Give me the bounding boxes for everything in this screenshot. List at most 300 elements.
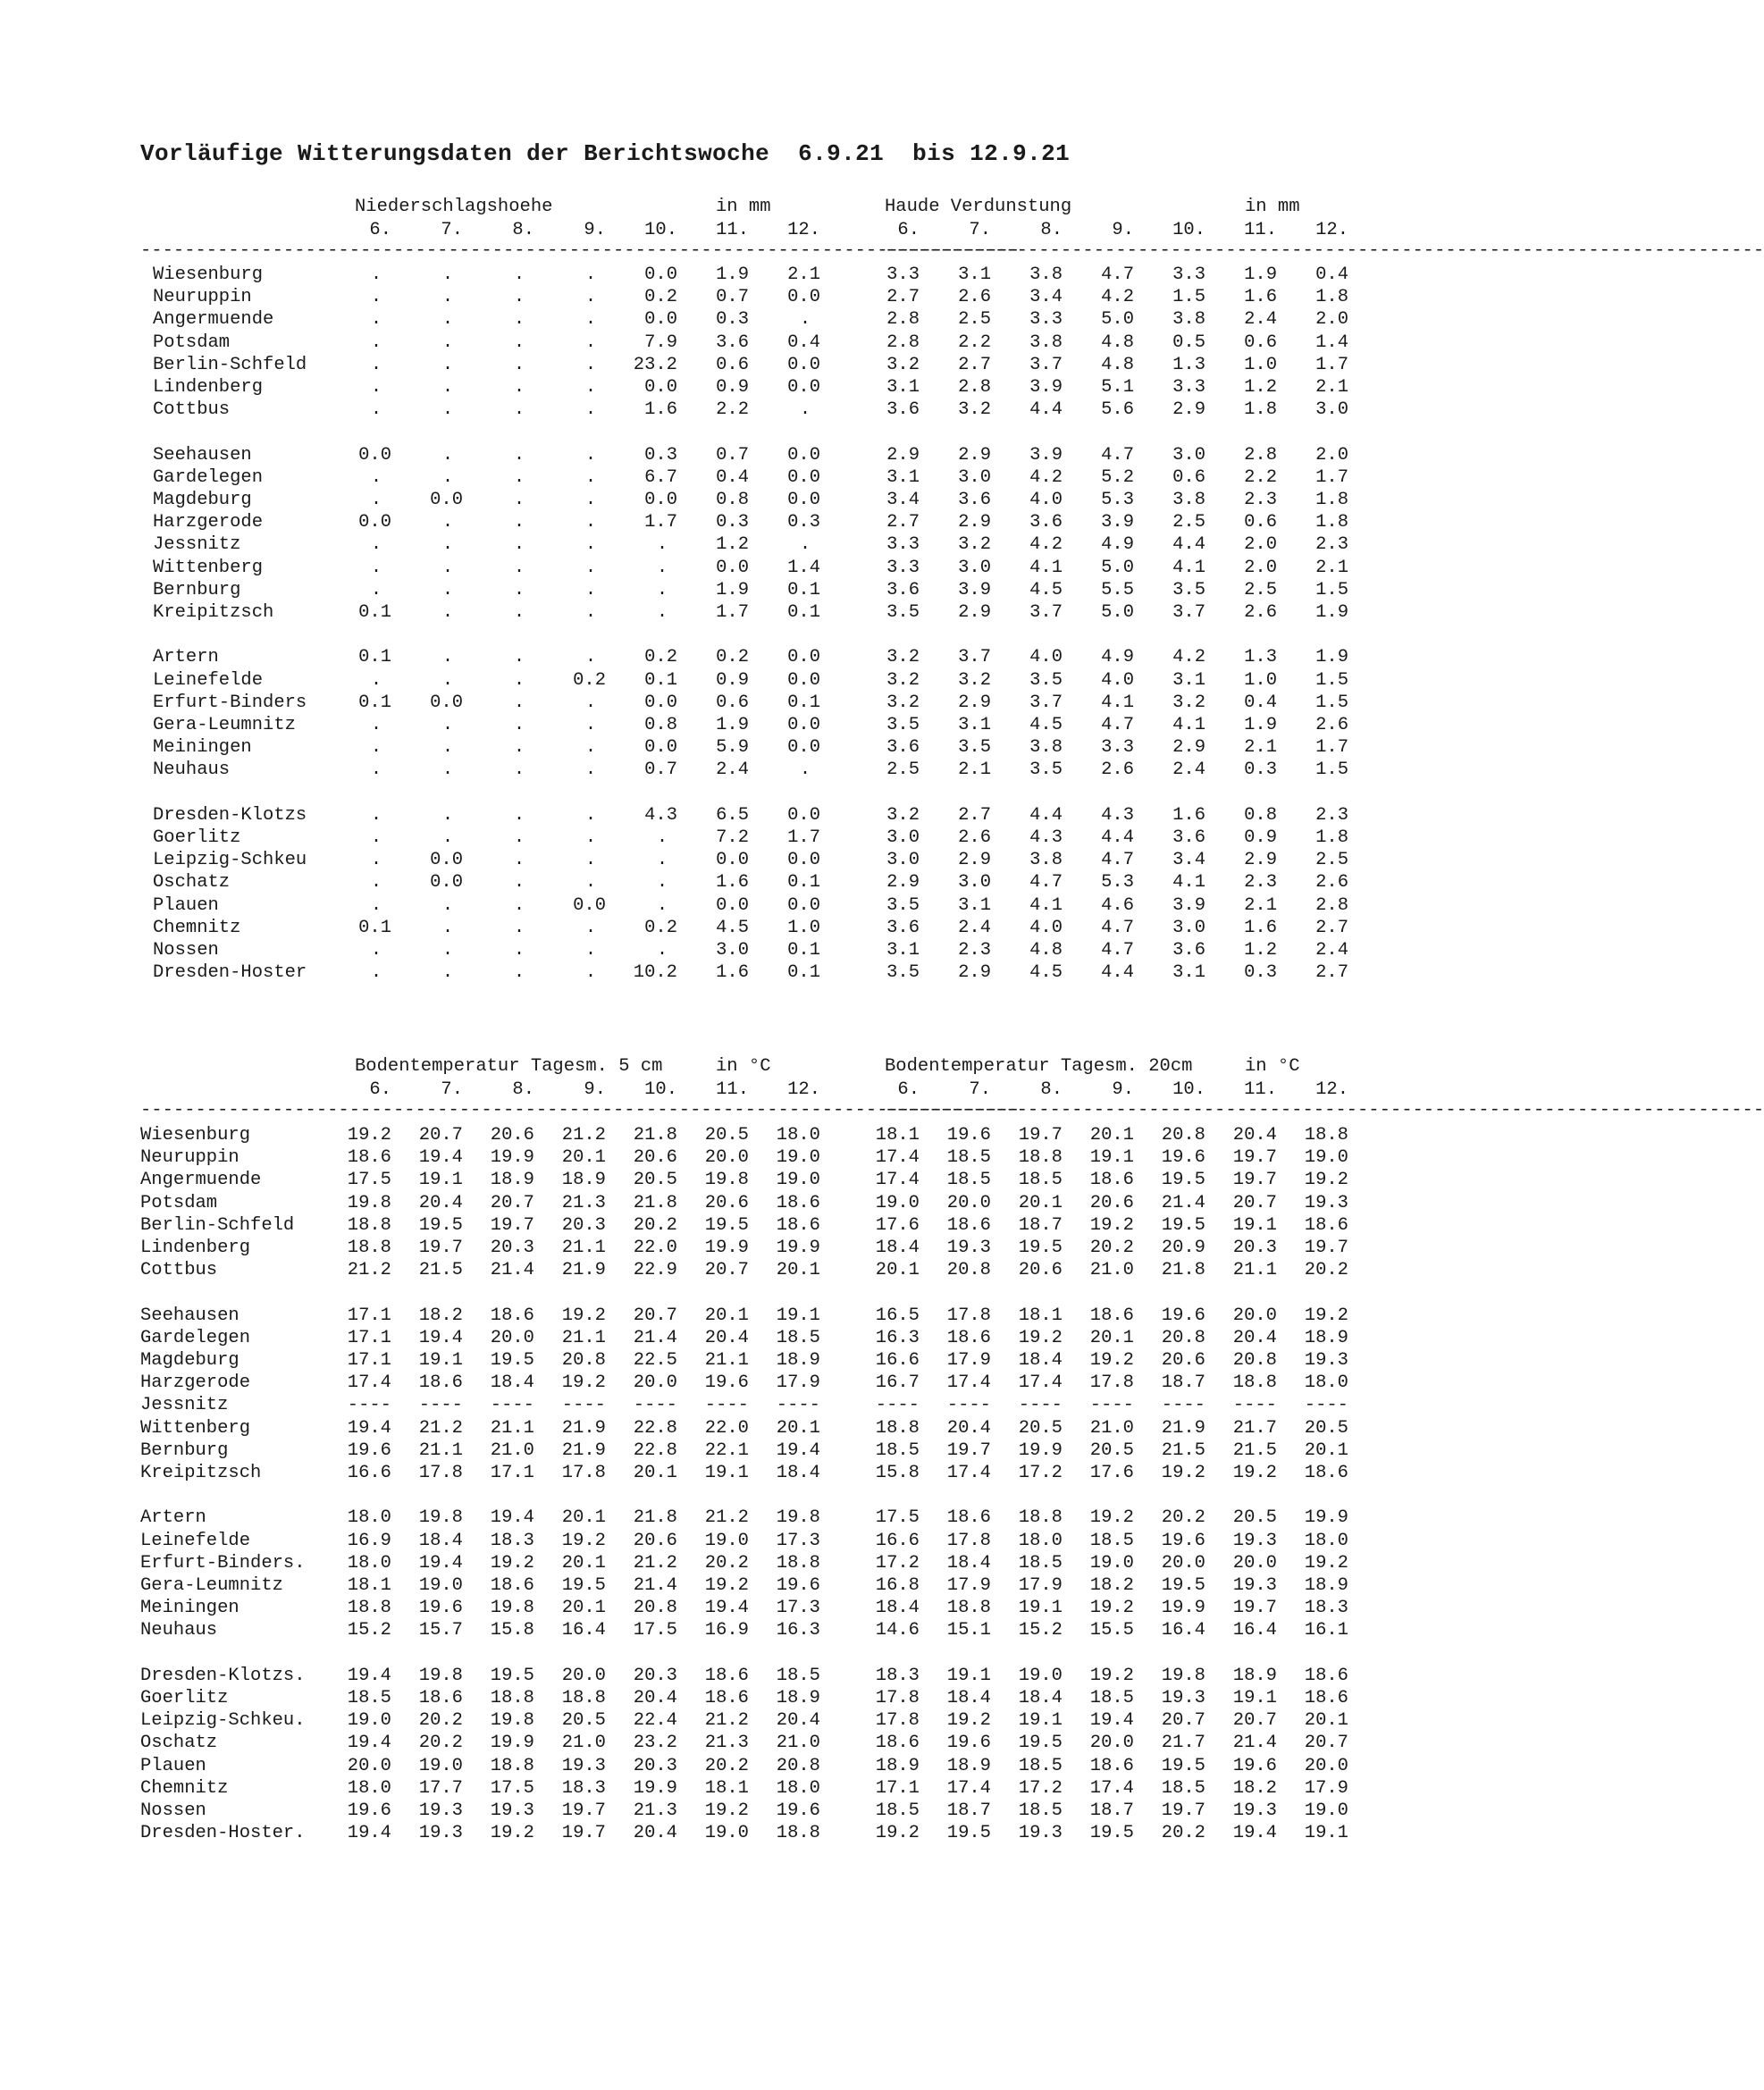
left-value-cell: 18.6 bbox=[418, 1688, 463, 1708]
right-value-cell: 2.0 bbox=[1244, 557, 1277, 578]
station-name: Wiesenburg bbox=[140, 1125, 251, 1146]
left-value-cell: 20.6 bbox=[633, 1530, 677, 1551]
right-unit-label: in °C bbox=[1245, 1056, 1300, 1077]
left-value-cell: 19.4 bbox=[347, 1417, 391, 1439]
left-value-cell: . bbox=[656, 940, 668, 961]
station-name: Leipzig-Schkeu bbox=[153, 850, 307, 871]
left-value-cell: 19.0 bbox=[418, 1755, 463, 1776]
right-value-cell: 18.5 bbox=[946, 1147, 991, 1169]
right-value-cell: 3.1 bbox=[958, 715, 991, 735]
right-value-cell: 17.5 bbox=[875, 1507, 920, 1529]
left-value-cell: 21.2 bbox=[418, 1417, 463, 1439]
left-value-cell: 6.5 bbox=[716, 804, 749, 826]
right-value-cell: 19.2 bbox=[1232, 1463, 1277, 1483]
left-value-cell: . bbox=[441, 512, 454, 533]
left-value-cell: 18.8 bbox=[347, 1238, 391, 1258]
right-value-cell: 18.8 bbox=[1018, 1507, 1063, 1529]
right-value-cell: 20.2 bbox=[1089, 1238, 1134, 1258]
left-value-cell: . bbox=[513, 602, 525, 623]
station-name: Jessnitz bbox=[140, 1395, 229, 1416]
right-value-cell: 18.5 bbox=[1089, 1688, 1134, 1708]
right-value-cell: 20.1 bbox=[1089, 1327, 1134, 1348]
left-value-cell: 18.4 bbox=[776, 1463, 820, 1483]
left-value-cell: 16.9 bbox=[704, 1620, 749, 1641]
left-value-cell: 21.8 bbox=[633, 1507, 677, 1529]
left-value-cell: 19.5 bbox=[490, 1665, 534, 1686]
right-value-cell: 18.7 bbox=[1018, 1214, 1063, 1236]
right-value-cell: 3.2 bbox=[958, 669, 991, 691]
left-value-cell: 21.9 bbox=[561, 1439, 606, 1461]
left-value-cell: 19.2 bbox=[704, 1575, 749, 1596]
left-value-cell: 0.6 bbox=[716, 354, 749, 375]
left-value-cell: ---- bbox=[561, 1395, 606, 1416]
left-value-cell: 19.2 bbox=[704, 1800, 749, 1821]
right-value-cell: 3.1 bbox=[958, 264, 991, 285]
station-name: Magdeburg bbox=[153, 490, 252, 510]
left-value-cell: 19.1 bbox=[776, 1305, 820, 1326]
left-value-cell: . bbox=[370, 872, 382, 894]
right-value-cell: 5.6 bbox=[1101, 399, 1134, 421]
left-day-label: 12. bbox=[787, 1079, 820, 1100]
left-value-cell: . bbox=[584, 917, 597, 938]
right-value-cell: 19.8 bbox=[1161, 1665, 1205, 1686]
right-value-cell: 20.6 bbox=[1018, 1260, 1063, 1281]
right-day-label: 8. bbox=[1040, 220, 1063, 240]
right-value-cell: 2.7 bbox=[886, 287, 920, 308]
right-value-cell: 20.8 bbox=[1161, 1125, 1205, 1146]
left-value-cell: . bbox=[370, 579, 382, 600]
right-value-cell: 2.9 bbox=[1244, 850, 1277, 871]
right-value-cell: 17.4 bbox=[1089, 1777, 1134, 1799]
left-value-cell: 20.5 bbox=[704, 1125, 749, 1146]
left-value-cell: 19.7 bbox=[418, 1238, 463, 1258]
right-day-label: 12. bbox=[1315, 1079, 1348, 1100]
right-value-cell: 17.8 bbox=[875, 1688, 920, 1708]
left-value-cell: . bbox=[441, 669, 454, 691]
left-value-cell: 6.7 bbox=[644, 466, 677, 488]
right-value-cell: 4.0 bbox=[1101, 669, 1134, 691]
station-name: Gera-Leumnitz bbox=[140, 1575, 283, 1596]
left-value-cell: 19.4 bbox=[704, 1598, 749, 1619]
right-value-cell: 5.3 bbox=[1101, 490, 1134, 510]
left-value-cell: 22.0 bbox=[633, 1238, 677, 1258]
left-value-cell: 21.3 bbox=[633, 1800, 677, 1821]
right-value-cell: 17.9 bbox=[946, 1350, 991, 1371]
right-value-cell: 19.7 bbox=[1232, 1170, 1277, 1191]
left-value-cell: 18.8 bbox=[776, 1552, 820, 1574]
right-value-cell: 3.0 bbox=[1172, 444, 1205, 466]
left-value-cell: 19.2 bbox=[490, 1823, 534, 1844]
right-value-cell: 20.0 bbox=[1232, 1305, 1277, 1326]
right-value-cell: 5.3 bbox=[1101, 872, 1134, 894]
right-value-cell: 20.1 bbox=[1304, 1710, 1348, 1732]
left-value-cell: 0.0 bbox=[787, 287, 820, 308]
right-value-cell: 15.1 bbox=[946, 1620, 991, 1641]
left-value-cell: . bbox=[513, 894, 525, 916]
right-value-cell: 18.6 bbox=[1089, 1755, 1134, 1776]
right-value-cell: ---- bbox=[1161, 1395, 1205, 1416]
station-name: Leinefelde bbox=[140, 1530, 251, 1551]
right-value-cell: 18.5 bbox=[946, 1170, 991, 1191]
header-rule-left: -------------------------------------------------------------------------------- bbox=[140, 1100, 1021, 1121]
right-value-cell: 1.5 bbox=[1315, 669, 1348, 691]
right-value-cell: 19.3 bbox=[1018, 1823, 1063, 1844]
right-value-cell: 3.3 bbox=[1172, 377, 1205, 398]
left-value-cell: . bbox=[441, 804, 454, 826]
right-value-cell: 2.4 bbox=[958, 917, 991, 938]
right-value-cell: 15.2 bbox=[1018, 1620, 1063, 1641]
left-value-cell: 18.4 bbox=[490, 1372, 534, 1394]
left-value-cell: . bbox=[584, 850, 597, 871]
left-value-cell: . bbox=[513, 466, 525, 488]
right-value-cell: 19.7 bbox=[1018, 1125, 1063, 1146]
station-name: Neuruppin bbox=[153, 287, 252, 308]
left-value-cell: 5.9 bbox=[716, 737, 749, 759]
left-day-label: 10. bbox=[644, 1079, 677, 1100]
right-value-cell: 18.5 bbox=[1018, 1552, 1063, 1574]
left-value-cell: 0.0 bbox=[716, 557, 749, 578]
right-value-cell: 2.1 bbox=[1244, 737, 1277, 759]
left-value-cell: . bbox=[584, 512, 597, 533]
right-value-cell: 17.2 bbox=[1018, 1777, 1063, 1799]
right-value-cell: 17.2 bbox=[875, 1552, 920, 1574]
right-day-label: 11. bbox=[1244, 1079, 1277, 1100]
left-value-cell: . bbox=[513, 264, 525, 285]
right-value-cell: 18.1 bbox=[1018, 1305, 1063, 1326]
left-table-heading: Niederschlagshoehe bbox=[355, 197, 553, 217]
left-value-cell: 19.4 bbox=[418, 1327, 463, 1348]
left-value-cell: . bbox=[370, 287, 382, 308]
right-value-cell: 4.7 bbox=[1101, 444, 1134, 466]
left-value-cell: 20.0 bbox=[633, 1372, 677, 1394]
left-value-cell: 19.5 bbox=[561, 1575, 606, 1596]
left-unit-label: in °C bbox=[716, 1056, 771, 1077]
left-value-cell: 17.1 bbox=[490, 1463, 534, 1483]
right-value-cell: 18.0 bbox=[1304, 1530, 1348, 1551]
right-value-cell: 17.6 bbox=[1089, 1463, 1134, 1483]
right-value-cell: 17.1 bbox=[875, 1777, 920, 1799]
right-value-cell: 4.1 bbox=[1029, 557, 1063, 578]
right-value-cell: 5.0 bbox=[1101, 557, 1134, 578]
right-value-cell: 3.8 bbox=[1172, 309, 1205, 331]
right-value-cell: 18.6 bbox=[1304, 1688, 1348, 1708]
right-value-cell: 1.9 bbox=[1244, 715, 1277, 735]
right-value-cell: 20.8 bbox=[1232, 1350, 1277, 1371]
right-value-cell: 19.5 bbox=[1018, 1733, 1063, 1754]
left-value-cell: 21.5 bbox=[418, 1260, 463, 1281]
left-value-cell: 16.9 bbox=[347, 1530, 391, 1551]
right-value-cell: 19.1 bbox=[1232, 1214, 1277, 1236]
right-value-cell: 2.1 bbox=[1315, 377, 1348, 398]
left-value-cell: 19.6 bbox=[418, 1598, 463, 1619]
left-value-cell: 0.1 bbox=[358, 692, 391, 713]
left-value-cell: . bbox=[584, 309, 597, 331]
left-value-cell: 0.9 bbox=[716, 669, 749, 691]
right-day-label: 8. bbox=[1040, 1079, 1063, 1100]
station-name: Cottbus bbox=[140, 1260, 218, 1281]
header-rule-right: -------------------------------------------------------------------------------- bbox=[885, 1100, 1764, 1121]
left-value-cell: 17.1 bbox=[347, 1327, 391, 1348]
right-value-cell: 20.0 bbox=[1304, 1755, 1348, 1776]
left-value-cell: . bbox=[441, 602, 454, 623]
right-table-heading: Bodentemperatur Tagesm. 20cm bbox=[885, 1056, 1193, 1077]
right-value-cell: 3.7 bbox=[1029, 692, 1063, 713]
right-value-cell: ---- bbox=[875, 1395, 920, 1416]
left-value-cell: 17.8 bbox=[561, 1463, 606, 1483]
station-name: Dresden-Klotzs. bbox=[140, 1665, 306, 1686]
left-value-cell: 20.2 bbox=[704, 1552, 749, 1574]
right-value-cell: 19.0 bbox=[1089, 1552, 1134, 1574]
right-value-cell: 1.6 bbox=[1244, 917, 1277, 938]
left-value-cell: 18.6 bbox=[347, 1147, 391, 1169]
left-value-cell: 19.3 bbox=[418, 1823, 463, 1844]
left-value-cell: 18.1 bbox=[704, 1777, 749, 1799]
left-value-cell: . bbox=[441, 647, 454, 668]
right-value-cell: 3.2 bbox=[1172, 692, 1205, 713]
right-value-cell: 2.8 bbox=[1244, 444, 1277, 466]
right-value-cell: 20.5 bbox=[1304, 1417, 1348, 1439]
left-value-cell: 19.7 bbox=[561, 1800, 606, 1821]
right-value-cell: 3.3 bbox=[886, 557, 920, 578]
right-value-cell: 18.6 bbox=[1089, 1170, 1134, 1191]
right-value-cell: 19.2 bbox=[1089, 1665, 1134, 1686]
right-value-cell: 3.6 bbox=[1172, 940, 1205, 961]
right-value-cell: 18.7 bbox=[1161, 1372, 1205, 1394]
left-value-cell: . bbox=[584, 692, 597, 713]
right-value-cell: 1.7 bbox=[1315, 466, 1348, 488]
right-value-cell: 2.2 bbox=[1244, 466, 1277, 488]
right-value-cell: 3.1 bbox=[886, 940, 920, 961]
left-value-cell: 18.8 bbox=[347, 1214, 391, 1236]
right-value-cell: 4.1 bbox=[1172, 557, 1205, 578]
right-value-cell: 19.5 bbox=[1161, 1575, 1205, 1596]
left-value-cell: 21.0 bbox=[490, 1439, 534, 1461]
right-value-cell: 20.5 bbox=[1089, 1439, 1134, 1461]
right-value-cell: 4.4 bbox=[1101, 962, 1134, 984]
right-value-cell: 19.7 bbox=[1232, 1147, 1277, 1169]
station-name: Neuhaus bbox=[140, 1620, 218, 1641]
right-value-cell: 17.4 bbox=[1018, 1372, 1063, 1394]
right-value-cell: 2.4 bbox=[1244, 309, 1277, 331]
left-value-cell: 0.4 bbox=[787, 332, 820, 353]
right-day-label: 11. bbox=[1244, 220, 1277, 240]
right-value-cell: 1.5 bbox=[1172, 287, 1205, 308]
left-value-cell: 19.7 bbox=[490, 1214, 534, 1236]
right-value-cell: 0.4 bbox=[1315, 264, 1348, 285]
left-value-cell: 18.6 bbox=[418, 1372, 463, 1394]
right-value-cell: 3.4 bbox=[1029, 287, 1063, 308]
right-value-cell: 3.0 bbox=[1315, 399, 1348, 421]
station-name: Neuhaus bbox=[153, 760, 231, 781]
right-value-cell: 19.7 bbox=[1304, 1238, 1348, 1258]
left-day-label: 7. bbox=[441, 220, 463, 240]
left-value-cell: 20.8 bbox=[776, 1755, 820, 1776]
right-value-cell: 5.2 bbox=[1101, 466, 1134, 488]
right-value-cell: 18.7 bbox=[1089, 1800, 1134, 1821]
left-value-cell: . bbox=[656, 894, 668, 916]
right-value-cell: 18.8 bbox=[875, 1417, 920, 1439]
right-value-cell: 2.9 bbox=[958, 850, 991, 871]
right-value-cell: 16.4 bbox=[1232, 1620, 1277, 1641]
right-value-cell: 2.6 bbox=[1244, 602, 1277, 623]
left-value-cell: 18.6 bbox=[490, 1575, 534, 1596]
left-value-cell: 0.0 bbox=[787, 894, 820, 916]
left-value-cell: . bbox=[584, 804, 597, 826]
left-value-cell: 18.9 bbox=[490, 1170, 534, 1191]
left-value-cell: 0.3 bbox=[787, 512, 820, 533]
right-value-cell: 4.1 bbox=[1101, 692, 1134, 713]
left-value-cell: 0.0 bbox=[787, 354, 820, 375]
left-day-label: 6. bbox=[369, 1079, 391, 1100]
left-value-cell: 21.1 bbox=[490, 1417, 534, 1439]
right-value-cell: 2.5 bbox=[1315, 850, 1348, 871]
right-value-cell: 3.1 bbox=[1172, 962, 1205, 984]
right-value-cell: 18.5 bbox=[1018, 1170, 1063, 1191]
left-value-cell: . bbox=[656, 602, 668, 623]
right-value-cell: 19.9 bbox=[1161, 1598, 1205, 1619]
left-value-cell: 19.0 bbox=[347, 1710, 391, 1732]
right-value-cell: 2.9 bbox=[958, 512, 991, 533]
left-value-cell: . bbox=[584, 557, 597, 578]
right-value-cell: 17.4 bbox=[946, 1777, 991, 1799]
left-value-cell: 20.4 bbox=[633, 1823, 677, 1844]
left-value-cell: . bbox=[513, 827, 525, 848]
right-value-cell: 3.4 bbox=[886, 490, 920, 510]
right-value-cell: 3.8 bbox=[1172, 490, 1205, 510]
right-value-cell: 19.9 bbox=[1018, 1439, 1063, 1461]
right-value-cell: 2.0 bbox=[1315, 309, 1348, 331]
left-value-cell: 1.9 bbox=[716, 264, 749, 285]
right-value-cell: 3.6 bbox=[886, 399, 920, 421]
right-value-cell: 17.4 bbox=[946, 1372, 991, 1394]
right-value-cell: 3.1 bbox=[886, 377, 920, 398]
left-value-cell: 23.2 bbox=[633, 1733, 677, 1754]
right-value-cell: 3.6 bbox=[886, 579, 920, 600]
left-value-cell: . bbox=[513, 579, 525, 600]
left-value-cell: 20.1 bbox=[561, 1507, 606, 1529]
right-value-cell: 3.7 bbox=[1029, 354, 1063, 375]
right-value-cell: 1.5 bbox=[1315, 760, 1348, 781]
station-name: Bernburg bbox=[153, 579, 241, 600]
left-value-cell: 21.8 bbox=[633, 1192, 677, 1213]
right-value-cell: 16.1 bbox=[1304, 1620, 1348, 1641]
right-value-cell: 19.3 bbox=[1304, 1350, 1348, 1371]
left-value-cell: 19.9 bbox=[490, 1733, 534, 1754]
right-value-cell: 3.0 bbox=[958, 557, 991, 578]
station-name: Magdeburg bbox=[140, 1350, 239, 1371]
left-value-cell: 7.2 bbox=[716, 827, 749, 848]
left-value-cell: . bbox=[513, 872, 525, 894]
right-value-cell: 3.8 bbox=[1029, 850, 1063, 871]
left-value-cell: 21.2 bbox=[561, 1125, 606, 1146]
left-value-cell: 19.3 bbox=[490, 1800, 534, 1821]
right-value-cell: 18.6 bbox=[875, 1733, 920, 1754]
right-value-cell: 2.3 bbox=[958, 940, 991, 961]
left-value-cell: 20.7 bbox=[490, 1192, 534, 1213]
right-value-cell: 4.1 bbox=[1172, 872, 1205, 894]
left-value-cell: 17.5 bbox=[633, 1620, 677, 1641]
right-value-cell: 2.9 bbox=[958, 444, 991, 466]
right-value-cell: 1.5 bbox=[1315, 579, 1348, 600]
right-value-cell: 18.4 bbox=[946, 1688, 991, 1708]
station-name: Neuruppin bbox=[140, 1147, 239, 1169]
right-value-cell: 0.3 bbox=[1244, 962, 1277, 984]
left-value-cell: 20.4 bbox=[633, 1688, 677, 1708]
left-value-cell: 0.0 bbox=[787, 377, 820, 398]
left-value-cell: 0.0 bbox=[430, 872, 463, 894]
right-value-cell: 3.9 bbox=[1029, 444, 1063, 466]
left-value-cell: 17.7 bbox=[418, 1777, 463, 1799]
right-value-cell: 3.2 bbox=[886, 354, 920, 375]
left-value-cell: 19.1 bbox=[418, 1350, 463, 1371]
right-value-cell: 2.8 bbox=[886, 332, 920, 353]
right-value-cell: 20.6 bbox=[1161, 1350, 1205, 1371]
right-value-cell: 0.4 bbox=[1244, 692, 1277, 713]
right-value-cell: 2.9 bbox=[958, 692, 991, 713]
right-value-cell: 19.7 bbox=[946, 1439, 991, 1461]
right-value-cell: 18.6 bbox=[946, 1507, 991, 1529]
right-value-cell: 19.3 bbox=[1232, 1575, 1277, 1596]
left-value-cell: 19.5 bbox=[418, 1214, 463, 1236]
right-value-cell: 19.5 bbox=[1161, 1214, 1205, 1236]
right-value-cell: 4.7 bbox=[1029, 872, 1063, 894]
right-value-cell: 20.4 bbox=[1232, 1327, 1277, 1348]
left-value-cell: . bbox=[513, 760, 525, 781]
left-value-cell: 18.8 bbox=[490, 1755, 534, 1776]
left-value-cell: 0.2 bbox=[644, 917, 677, 938]
right-day-label: 12. bbox=[1315, 220, 1348, 240]
left-value-cell: . bbox=[656, 534, 668, 556]
left-value-cell: 1.6 bbox=[644, 399, 677, 421]
right-value-cell: 2.3 bbox=[1244, 872, 1277, 894]
right-value-cell: 4.2 bbox=[1029, 466, 1063, 488]
station-name: Potsdam bbox=[140, 1192, 218, 1213]
station-name: Lindenberg bbox=[153, 377, 264, 398]
right-value-cell: 1.3 bbox=[1244, 647, 1277, 668]
right-value-cell: 2.7 bbox=[1315, 962, 1348, 984]
right-value-cell: 2.6 bbox=[958, 827, 991, 848]
left-value-cell: 20.4 bbox=[704, 1327, 749, 1348]
right-value-cell: 2.4 bbox=[1172, 760, 1205, 781]
right-value-cell: 1.8 bbox=[1315, 512, 1348, 533]
left-value-cell: 18.9 bbox=[776, 1350, 820, 1371]
right-value-cell: 2.8 bbox=[886, 309, 920, 331]
right-value-cell: 3.6 bbox=[958, 490, 991, 510]
right-value-cell: 18.5 bbox=[1089, 1530, 1134, 1551]
left-value-cell: . bbox=[584, 579, 597, 600]
right-value-cell: 16.3 bbox=[875, 1327, 920, 1348]
left-value-cell: . bbox=[441, 962, 454, 984]
left-value-cell: 18.8 bbox=[561, 1688, 606, 1708]
station-name: Dresden-Hoster. bbox=[140, 1823, 306, 1844]
left-value-cell: 0.4 bbox=[716, 466, 749, 488]
right-value-cell: 21.0 bbox=[1089, 1260, 1134, 1281]
left-value-cell: 19.1 bbox=[418, 1170, 463, 1191]
right-value-cell: 18.9 bbox=[875, 1755, 920, 1776]
left-value-cell: 0.2 bbox=[716, 647, 749, 668]
left-value-cell: 18.9 bbox=[776, 1688, 820, 1708]
left-value-cell: . bbox=[513, 917, 525, 938]
right-value-cell: 18.0 bbox=[1018, 1530, 1063, 1551]
right-value-cell: 19.2 bbox=[1089, 1507, 1134, 1529]
station-name: Goerlitz bbox=[153, 827, 241, 848]
left-value-cell: . bbox=[656, 872, 668, 894]
station-name: Nossen bbox=[140, 1800, 206, 1821]
right-value-cell: 1.2 bbox=[1244, 377, 1277, 398]
left-value-cell: ---- bbox=[347, 1395, 391, 1416]
right-value-cell: 3.2 bbox=[886, 647, 920, 668]
left-unit-label: in mm bbox=[716, 197, 771, 217]
